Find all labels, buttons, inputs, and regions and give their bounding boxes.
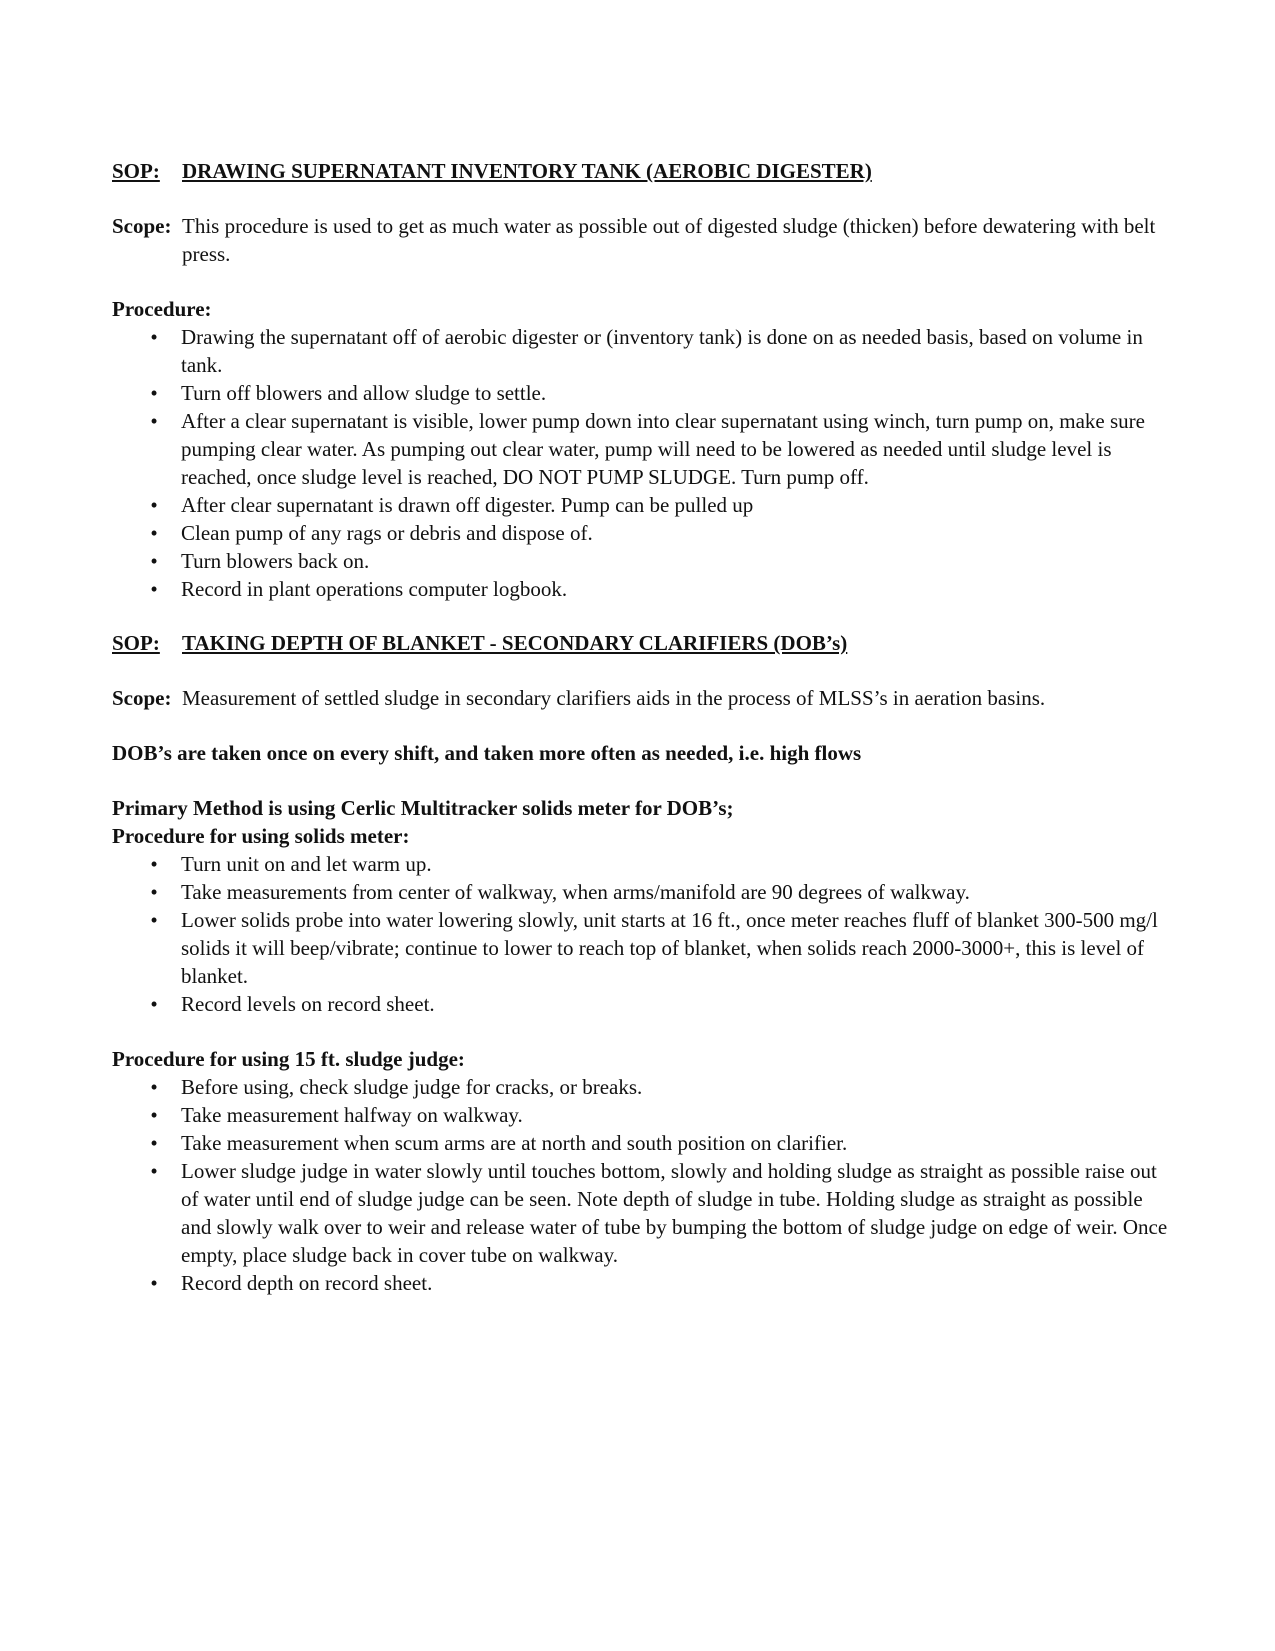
meter-procedure-heading: Procedure for using solids meter: [112,824,410,848]
sop1-scope-text: This procedure is used to get as much water as possible out of digested sludge (thicken) before dewatering with belt press. [182,214,1156,266]
bullet-icon: • [150,381,158,405]
list-item [112,1101,1172,1129]
step-text: Record levels on record sheet. [181,992,435,1016]
bullet-icon: • [150,880,158,904]
list-item [112,407,1172,491]
step-text: Record in plant operations computer logbook. [181,577,568,601]
sop1-scope [112,212,1172,268]
bullet-icon: • [150,852,158,876]
bullet-icon: • [150,409,158,433]
bullet-icon: • [150,493,158,517]
bullet-icon: • [150,1271,158,1295]
list-item [112,1073,1172,1101]
step-text: Take measurement halfway on walkway. [181,1103,523,1127]
step-text: Record depth on record sheet. [181,1271,433,1295]
sop1-procedure-heading: Procedure: [112,297,212,321]
step-text: Before using, check sludge judge for cracks, or breaks. [181,1075,643,1099]
sop2-scope-label: Scope: [112,686,172,710]
bullet-icon: • [150,1075,158,1099]
frequency-note: DOB’s are taken once on every shift, and taken more often as needed, i.e. high flows [112,741,862,765]
step-text: Lower solids probe into water lowering slowly, unit starts at 16 ft., once meter reaches fluff of blanket 300-500 mg/l solids it will beep/vibrate; continue to lower to reach top of blanket, when solids reach 2000-3000+, this is level of blanket. [181,908,1158,988]
step-text: Drawing the supernatant off of aerobic digester or (inventory tank) is done on as needed basis, based on volume in tank. [181,325,1143,377]
step-text: After a clear supernatant is visible, lower pump down into clear supernatant using winch, turn pump on, make sure pumping clear water. As pumping out clear water, pump will need to be lowered as needed until sludge level is reached, once sludge level is reached, DO NOT PUMP SLUDGE. Turn pump off. [181,409,1145,489]
sop1-prefix: SOP: [112,159,160,183]
judge-steps-list [112,1073,1172,1297]
step-text: Turn off blowers and allow sludge to settle. [181,381,547,405]
list-item [112,1269,1172,1297]
sop2-prefix: SOP: [112,631,160,655]
sop1-title: DRAWING SUPERNATANT INVENTORY TANK (AEROBIC DIGESTER) [182,159,872,183]
step-text: Take measurement when scum arms are at north and south position on clarifier. [181,1131,848,1155]
sop1-steps-list [112,323,1172,603]
primary-method: Primary Method is using Cerlic Multitracker solids meter for DOB’s; [112,796,734,820]
list-item [112,547,1172,575]
list-item [112,990,1172,1018]
step-text: Take measurements from center of walkway, when arms/manifold are 90 degrees of walkway. [181,880,970,904]
judge-procedure-heading: Procedure for using 15 ft. sludge judge: [112,1047,465,1071]
list-item [112,1129,1172,1157]
step-text: Turn unit on and let warm up. [181,852,432,876]
list-item [112,878,1172,906]
list-item [112,575,1172,603]
sop1-heading [112,157,1172,185]
bullet-icon: • [150,1103,158,1127]
bullet-icon: • [150,521,158,545]
list-item [112,906,1172,990]
bullet-icon: • [150,1131,158,1155]
bullet-icon: • [150,325,158,349]
sop2-scope [112,684,1172,712]
step-text: After clear supernatant is drawn off digester. Pump can be pulled up [181,493,754,517]
meter-steps-list [112,850,1172,1018]
sop1-scope-label: Scope: [112,214,172,238]
list-item [112,323,1172,379]
list-item [112,379,1172,407]
sop2-heading [112,629,1172,657]
bullet-icon: • [150,1159,158,1183]
step-text: Lower sludge judge in water slowly until touches bottom, slowly and holding sludge as straight as possible raise out of water until end of sludge judge can be seen. Note depth of sludge in tube. Holding sludge as straight as possible and slowly walk over to weir and release water of tube by bumping the bottom of sludge judge on edge of weir. Once empty, place sludge back in cover tube on walkway. [181,1159,1168,1267]
bullet-icon: • [150,992,158,1016]
bullet-icon: • [150,549,158,573]
list-item [112,491,1172,519]
bullet-icon: • [150,908,158,932]
bullet-icon: • [150,577,158,601]
step-text: Turn blowers back on. [181,549,370,573]
list-item [112,519,1172,547]
list-item [112,850,1172,878]
step-text: Clean pump of any rags or debris and dispose of. [181,521,593,545]
sop2-title: TAKING DEPTH OF BLANKET - SECONDARY CLARIFIERS (DOB’s) [182,631,848,655]
list-item [112,1157,1172,1269]
sop2-scope-text: Measurement of settled sludge in secondary clarifiers aids in the process of MLSS’s in aeration basins. [182,686,1046,710]
document-page [112,157,1172,1297]
